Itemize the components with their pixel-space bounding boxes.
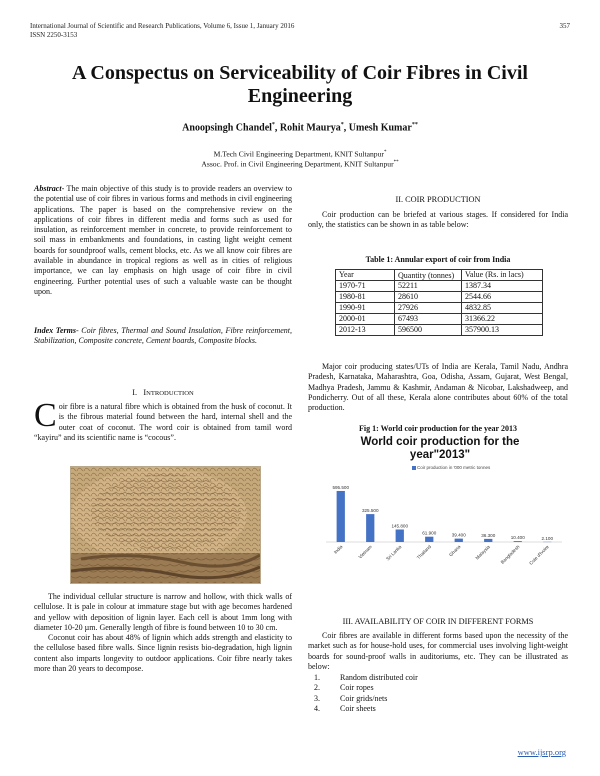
table-cell: 31366.22	[462, 314, 543, 325]
list-item	[308, 704, 568, 714]
index-terms-block	[34, 326, 292, 347]
forms-list	[308, 673, 568, 714]
author-2: Rohit Maurya	[279, 122, 341, 134]
chart-data-label: 39.400	[451, 532, 466, 538]
table-cell: 1970-71	[336, 281, 395, 292]
chart-category-label: Thailand	[415, 544, 432, 561]
affiliation-2	[0, 158, 600, 170]
table-cell: 27926	[395, 303, 462, 314]
paper-title: A Conspectus on Serviceability of Coir Fibres in Civil Engineering	[72, 62, 528, 107]
table-cell: 4832.85	[462, 303, 543, 314]
chart-bar	[455, 539, 463, 542]
chart-category-label: Sri Lanka	[385, 544, 403, 562]
author-2-mark: *	[340, 122, 344, 128]
list-item-text: Coir grids/nets	[340, 693, 388, 703]
figure-caption: Fig 1: World coir production for the year 2013	[359, 424, 517, 433]
section-3-heading: III. AVAILABILITY OF COIR IN DIFFERENT FORMS	[342, 617, 534, 626]
chart-bar	[425, 537, 433, 542]
chart-bar	[366, 514, 374, 542]
table-header-cell: Year	[336, 270, 395, 281]
section-1-rest: NTRODUCTION	[146, 390, 194, 397]
chart-category-label: Malaysia	[474, 544, 491, 561]
chart-bar	[484, 539, 492, 542]
intro-p3: Coconut coir has about 48% of lignin which adds strength and elasticity to the cellulose based fibre walls. Since lignin resists bio-degradation, high lignin content also imparts longevity to outdoor applications. Coir fibre nearly takes more than 20 years to decompose.	[34, 633, 292, 674]
list-item-text: Coir sheets	[340, 704, 376, 714]
table-cell: 1990-91	[336, 303, 395, 314]
footer-url[interactable]: www.ijsrp.org	[517, 747, 566, 757]
abstract-text: - The main objective of this study is to provide readers an overview to the potential use of coir fibres in various forms and methods in civil engineering applications. The paper is based on the comprehensive review on the applications of coir fibres in different media and forms such as used for insulation, as reinforcement member in concrete, to provide reinforcement to soil mass in embankments and foundations, in casting light weight cement boards for soundproof walls, cement blocks, etc. As we all know coir fibres are available in abundance in tropical regions as well as in cities of religious importance, we can lay emphasis on high usage of coir fibre in civil engineering. Further potential uses of such a valuable waste can be thought upon.	[34, 184, 292, 296]
coir-fibre-image	[71, 467, 260, 583]
table-row	[336, 314, 543, 325]
chart-data-label: 2.100	[541, 535, 553, 541]
section-2-heading: II. COIR PRODUCTION	[395, 195, 481, 204]
author-1-mark: *	[271, 122, 275, 128]
abstract-label: Abstract	[34, 184, 62, 193]
list-item-number: 4.	[314, 704, 320, 714]
chart-data-label: 595.500	[332, 484, 350, 490]
table-cell: 357900.13	[462, 325, 543, 336]
availability-p1: Coir fibres are available in different forms based upon the necessity of the market such as for house-hold uses, for commercial uses involving light-weight boards for sound-proof walls in auditoriums, etc. They can be illustrated as below:	[308, 631, 568, 671]
legend-text: Coir production in '000 metric tonnes	[417, 465, 491, 470]
section-1-first-letter: I	[143, 388, 147, 397]
table-row	[336, 303, 543, 314]
author-3: Umesh Kumar	[348, 122, 412, 134]
states-paragraph	[308, 362, 568, 413]
issn-line: ISSN 2250-3153	[30, 31, 78, 39]
list-item	[308, 694, 568, 704]
chart-category-label: Vietnam	[357, 544, 373, 560]
table-cell: 28610	[395, 292, 462, 303]
author-3-mark: **	[411, 122, 418, 128]
chart-bar	[396, 530, 404, 542]
chart-data-label: 61.900	[422, 530, 437, 536]
intro-p1-text: oir fibre is a natural fibre which is obtained from the husk of coconut. It is the fibrous material found between the hard, internal shell and the outer coat of coconut. The word coir is obtained from tamil word “kayiru” and its scientific name is “cocous”.	[34, 402, 292, 442]
running-header	[30, 22, 294, 40]
chart-category-label: India	[332, 544, 344, 555]
list-item	[308, 683, 568, 693]
chart-data-label: 325.500	[361, 508, 379, 514]
author-list: Anoopsingh Chandel*, Rohit Maurya*, Umesh Kumar**	[182, 122, 418, 134]
journal-line: International Journal of Scientific and Research Publications, Volume 6, Issue 1, January 2016	[30, 22, 295, 30]
list-item-number: 2.	[314, 683, 320, 693]
table-row	[336, 292, 543, 303]
table-header-cell: Value (Rs. in lacs)	[462, 270, 543, 281]
list-item-number: 3.	[314, 693, 320, 703]
list-item	[308, 673, 568, 683]
table-cell: 2544.66	[462, 292, 543, 303]
intro-p2: The individual cellular structure is narrow and hollow, with thick walls of cellulose. It is pale in colour at immature stage but with age becomes hardened and yellow with deposition of lignin layer. Each cell is about 1mm long with diameter 10-20 µm. Generally length of fibre is found between 10 to 30 cm.	[34, 592, 292, 632]
table-row	[336, 281, 543, 292]
table-caption: Table 1: Annular export of coir from India	[365, 255, 511, 264]
list-item-text: Random distributed coir	[340, 673, 418, 683]
page-number: 357	[559, 22, 570, 30]
index-terms-label: Index Terms	[34, 326, 76, 335]
chart-plot-area	[312, 472, 568, 582]
section-1-heading	[34, 388, 292, 397]
footer-link[interactable]	[518, 742, 566, 760]
availability-paragraph	[308, 631, 568, 714]
affiliation-2-text: Assoc. Prof. in Civil Engineering Department, KNIT Sultanpur	[201, 159, 394, 169]
table-row	[336, 325, 543, 336]
intro-paragraph-2	[34, 592, 292, 674]
section-1-number: I.	[132, 388, 138, 397]
affiliation-2-mark: **	[393, 160, 399, 165]
abstract-block	[34, 184, 292, 297]
author-1: Anoopsingh Chandel	[182, 122, 272, 134]
production-p2: Major coir producing states/UTs of India are Kerala, Tamil Nadu, Andhra Pradesh, Karnataka, Maharashtra, Goa, Odisha, Assam, Gujarat, West Bengal, Madhya Pradesh, Jammu & Kashmir, Andaman & Nicobar, Lakshadweep, and Pondicherry. Out of all these, Kerala alone contributes about 60% of the total production.	[308, 362, 568, 413]
chart-data-label: 10.400	[510, 535, 525, 541]
legend-swatch	[412, 466, 416, 470]
chart-subtitle	[312, 465, 568, 470]
chart-category-label: Ghana	[448, 544, 462, 558]
chart-title: World coir production for the year"2013"	[360, 436, 520, 461]
chart-data-label: 36.300	[481, 532, 496, 538]
table-cell: 2000-01	[336, 314, 395, 325]
list-item-text: Coir ropes	[340, 683, 374, 693]
table-cell: 596500	[395, 325, 462, 336]
chart-category-label: Cote d'Ivoire	[528, 544, 550, 566]
drop-cap: C	[34, 397, 57, 434]
production-p1: Coir production can be briefed at various stages. If considered for India only, the statistics can be shown in as table below:	[308, 210, 568, 230]
affiliation-1-mark: *	[383, 150, 387, 155]
affiliation-1-text: M.Tech Civil Engineering Department, KNIT Sultanpur	[213, 149, 384, 159]
table-cell: 52211	[395, 281, 462, 292]
table-header-row	[336, 270, 543, 281]
production-paragraph	[308, 210, 568, 231]
table-cell: 2012-13	[336, 325, 395, 336]
table-cell: 1980-81	[336, 292, 395, 303]
list-item-number: 1.	[314, 673, 320, 683]
chart-category-label: Bangladesh	[499, 544, 521, 565]
intro-paragraph-1	[34, 397, 292, 443]
index-terms-text: - Coir fibres, Thermal and Sound Insulation, Fibre reinforcement, Stabilization, Composite concrete, Cement boards, Composite blocks.	[34, 326, 293, 346]
chart-bar	[337, 491, 345, 542]
table-cell: 1387.34	[462, 281, 543, 292]
coir-export-table	[335, 269, 543, 336]
table-cell: 67493	[395, 314, 462, 325]
coir-photo	[70, 466, 261, 584]
table-header-cell: Quantity (tonnes)	[395, 270, 462, 281]
coir-production-chart	[312, 436, 568, 582]
chart-data-label: 145.800	[391, 523, 409, 529]
chart-bar	[514, 541, 522, 542]
